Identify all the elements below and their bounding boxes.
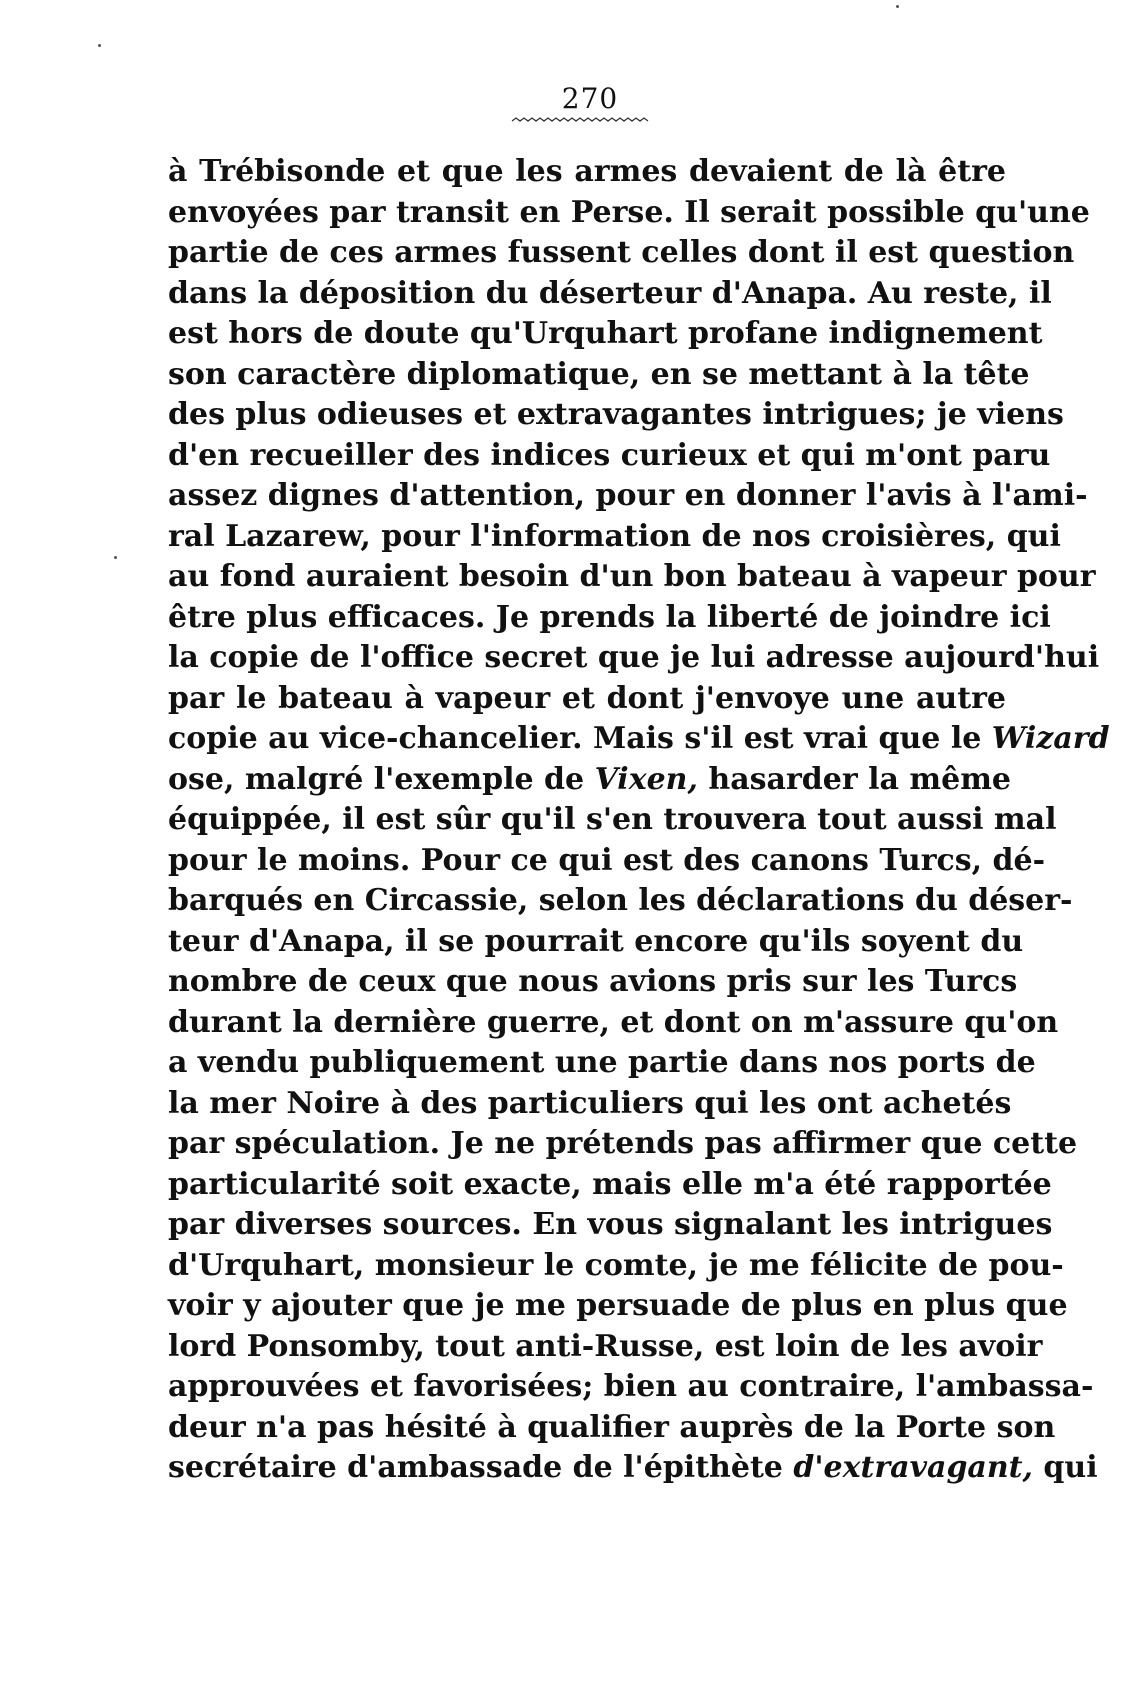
text-line: au fond auraient besoin d'un bon bateau à vapeur pour	[168, 559, 1096, 594]
body-text	[168, 152, 1110, 1489]
text-line-vixen	[168, 760, 1012, 801]
page-number: 270	[561, 82, 619, 115]
text-line: par le bateau à vapeur et dont j'envoye une autre	[168, 680, 1006, 716]
text-line: est hors de doute qu'Urquhart profane indignement	[168, 316, 1043, 351]
text-line: barqués en Circassie, selon les déclarations du déser-	[168, 883, 1073, 918]
text-line: a vendu publiquement une partie dans nos ports de	[168, 1045, 1036, 1080]
text-line: nombre de ceux que nous avions pris sur les Turcs	[168, 964, 1018, 999]
line-text: copie au vice-chancelier. Mais s'il est vrai que le	[168, 721, 992, 756]
ship-name-wizard: Wizard	[991, 721, 1110, 756]
text-line: voir y ajouter que je me persuade de plus en plus que	[168, 1288, 1068, 1323]
text-line: dans la déposition du déserteur d'Anapa. Au reste, il	[168, 275, 1052, 311]
text-line: par diverses sources. En vous signalant les intrigues	[168, 1207, 1053, 1242]
italic-word-extravagant: d'extravagant,	[793, 1450, 1033, 1485]
paper-speck	[114, 556, 117, 559]
text-line-wizard	[168, 719, 1110, 760]
paper-speck	[98, 44, 101, 47]
paper-speck	[896, 5, 899, 8]
text-line-extravagant	[168, 1448, 1098, 1489]
text-line: par spéculation. Je ne prétends pas affirmer que cette	[168, 1126, 1078, 1161]
text-line: deur n'a pas hésité à qualifier auprès de la Porte son	[168, 1409, 1056, 1445]
line-text: secrétaire d'ambassade de l'épithète	[168, 1450, 794, 1485]
line-text: qui	[1032, 1450, 1098, 1485]
text-line: des plus odieuses et extravagantes intrigues; je viens	[168, 397, 1064, 432]
text-line: équippée, il est sûr qu'il s'en trouvera tout aussi mal	[168, 802, 1057, 837]
text-line: la mer Noire à des particuliers qui les ont achetés	[168, 1085, 1012, 1121]
text-line: partie de ces armes fussent celles dont il est question	[168, 235, 1075, 270]
page-number-ornament	[510, 115, 660, 127]
text-line: approuvées et favorisées; bien au contraire, l'ambassa-	[168, 1369, 1094, 1404]
text-line: lord Ponsomby, tout anti-Russe, est loin de les avoir	[168, 1328, 1043, 1364]
text-line: ral Lazarew, pour l'information de nos croisières, qui	[168, 518, 1061, 554]
text-line: son caractère diplomatique, en se mettant à la tête	[168, 356, 1030, 392]
text-line: envoyées par transit en Perse. Il serait possible qu'une	[168, 194, 1090, 230]
text-line: particularité soit exacte, mais elle m'a été rapportée	[168, 1166, 1052, 1202]
text-line: à Trébisonde et que les armes devaient de là être	[168, 154, 1006, 189]
text-line: la copie de l'office secret que je lui adresse aujourd'hui	[168, 640, 1100, 675]
ship-name-vixen: Vixen,	[594, 761, 698, 797]
text-line: être plus efficaces. Je prends la liberté de joindre ici	[168, 599, 1051, 635]
text-line: d'Urquhart, monsieur le comte, je me félicite de pou-	[168, 1247, 1064, 1283]
text-line: durant la dernière guerre, et dont on m'assure qu'on	[168, 1004, 1059, 1040]
text-line: d'en recueiller des indices curieux et qui m'ont paru	[168, 437, 1051, 473]
text-line: assez dignes d'attention, pour en donner l'avis à l'ami-	[168, 478, 1088, 513]
line-text: hasarder la même	[697, 761, 1012, 797]
line-text: ose, malgré l'exemple de	[168, 761, 595, 797]
text-line: teur d'Anapa, il se pourrait encore qu'ils soyent du	[168, 923, 1024, 959]
text-line: pour le moins. Pour ce qui est des canons Turcs, dé-	[168, 842, 1046, 878]
